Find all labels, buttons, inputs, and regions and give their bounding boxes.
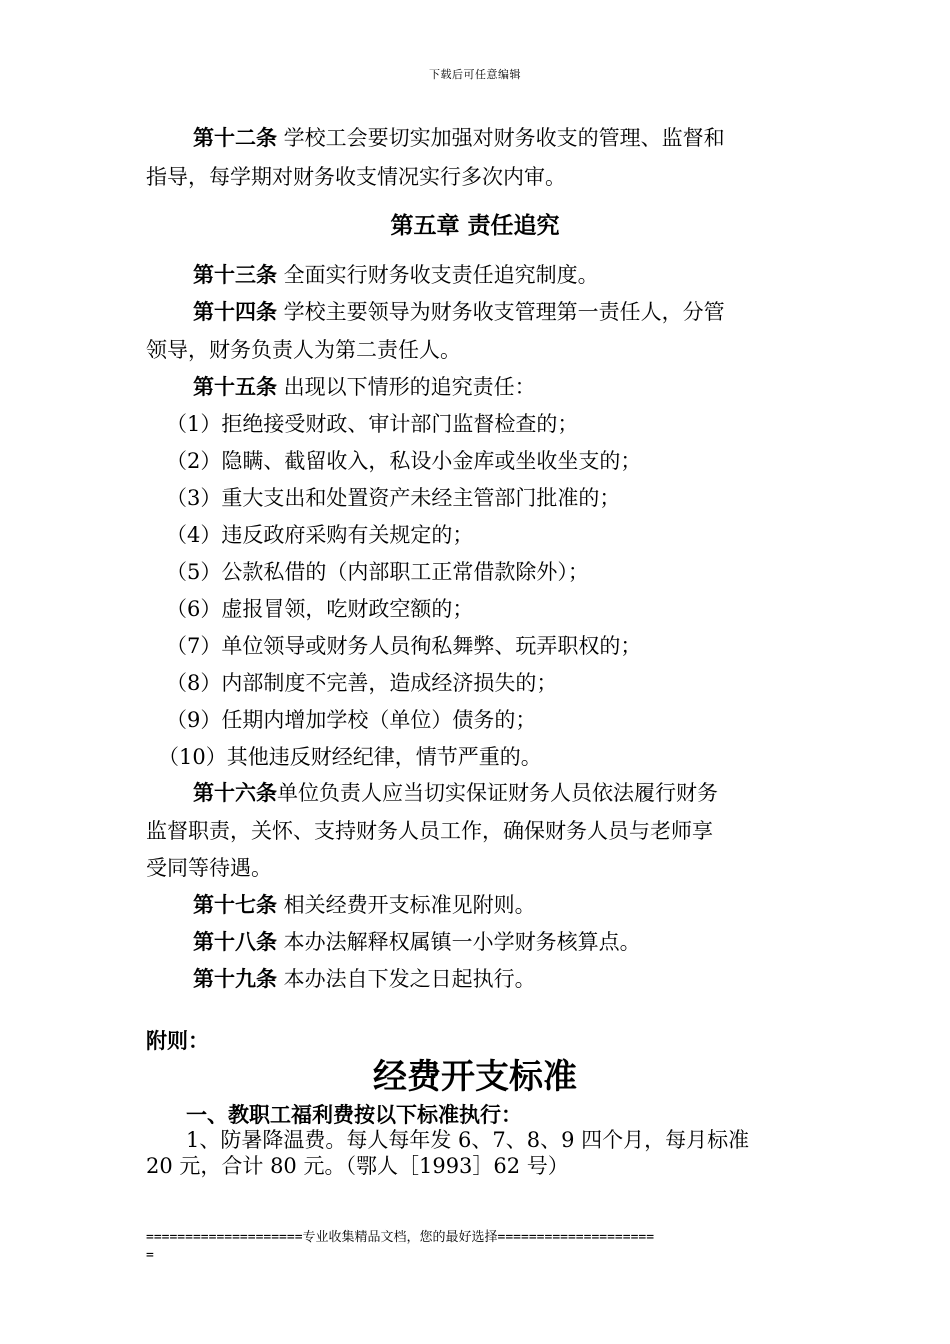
appendix-label: 附则： [146, 1029, 209, 1053]
footer-banner: ====================专业收集精品文档，您的最好选择==================== [146, 1230, 655, 1245]
article-14-label: 第十四条 [193, 299, 277, 324]
list-item: （9）任期内增加学校（单位）债务的； [166, 708, 537, 732]
article-12-text-2: 指导，每学期对财务收支情况实行多次内审。 [146, 165, 566, 189]
list-item: （8）内部制度不完善，造成经济损失的； [166, 671, 558, 695]
article-14-text-2: 领导，财务负责人为第二责任人。 [146, 338, 461, 362]
list-item: （2）隐瞒、截留收入，私设小金库或坐收坐支的； [166, 449, 642, 473]
article-16-text-3: 受同等待遇。 [146, 856, 272, 880]
article-16-label: 第十六条 [193, 780, 277, 805]
article-13-text: 全面实行财务收支责任追究制度。 [277, 263, 599, 287]
list-item: （1）拒绝接受财政、审计部门监督检查的； [166, 412, 579, 436]
article-19-text: 本办法自下发之日起执行。 [277, 967, 536, 991]
article-18-label: 第十八条 [193, 929, 277, 954]
article-13-label: 第十三条 [193, 262, 277, 287]
article-12-label: 第十二条 [193, 125, 277, 150]
article-16-text-2: 监督职责，关怀、支持财务人员工作，确保财务人员与老师享 [146, 819, 713, 843]
article-17-text: 相关经费开支标准见附则。 [277, 893, 536, 917]
item-1-text-2: 20 元，合计 80 元。（鄂人［1993］62 号） [146, 1154, 569, 1178]
list-item: （4）违反政府采购有关规定的； [166, 523, 474, 547]
header-note: 下载后可任意编辑 [429, 68, 521, 81]
article-12-text-1: 学校工会要切实加强对财务收支的管理、监督和 [277, 126, 725, 150]
list-item: （10）其他违反财经纪律，情节严重的。 [158, 745, 542, 769]
article-19-label: 第十九条 [193, 966, 277, 991]
list-item: （5）公款私借的（内部职工正常借款除外）； [166, 560, 589, 584]
chapter-5-heading: 第五章 责任追究 [390, 213, 560, 239]
article-17-label: 第十七条 [193, 892, 277, 917]
article-15-text: 出现以下情形的追究责任： [277, 375, 536, 399]
footer-banner-tail: = [146, 1248, 154, 1263]
list-item: （6）虚报冒领，吃财政空额的； [166, 597, 474, 621]
article-18-text: 本办法解释权属镇一小学财务核算点。 [277, 930, 641, 954]
list-item: （7）单位领导或财务人员徇私舞弊、玩弄职权的； [166, 634, 642, 658]
appendix-title: 经费开支标准 [373, 1057, 577, 1097]
article-14-text-1: 学校主要领导为财务收支管理第一责任人，分管 [277, 300, 725, 324]
item-1-text-1: 1、防暑降温费。每人每年发 6、7、8、9 四个月，每月标准 [186, 1128, 750, 1152]
article-16-text-1: 单位负责人应当切实保证财务人员依法履行财务 [277, 781, 718, 805]
article-15-label: 第十五条 [193, 374, 277, 399]
list-item: （3）重大支出和处置资产未经主管部门批准的； [166, 486, 621, 510]
section-1-heading: 一、教职工福利费按以下标准执行： [186, 1103, 522, 1127]
